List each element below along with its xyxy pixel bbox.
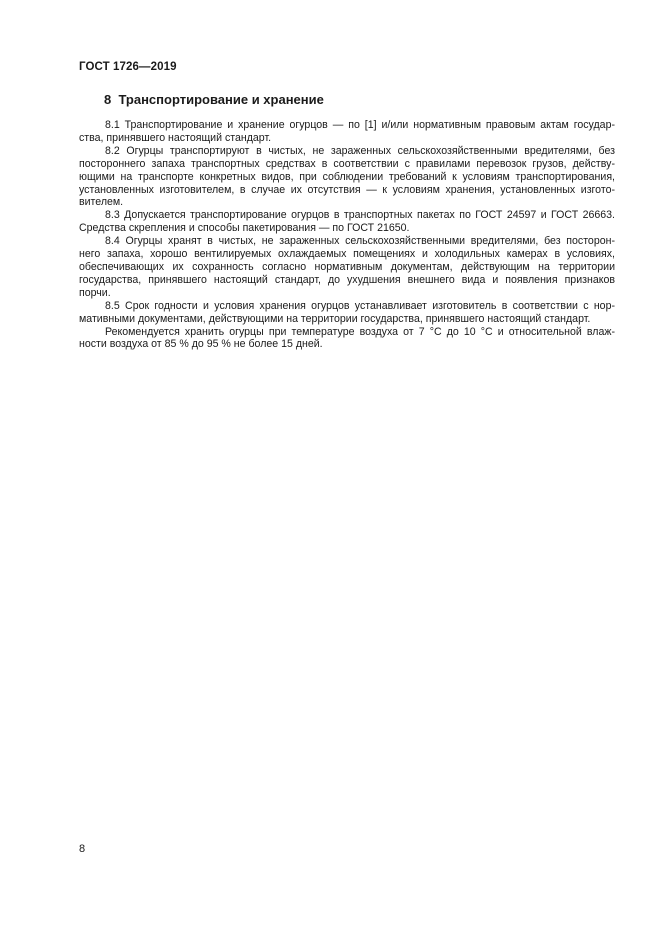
text-line: ства, принявшего настоящий стандарт. <box>79 131 272 144</box>
text-line: вителем. <box>79 196 124 209</box>
text-line: установленных изготовителем, в случае их отсутствия — к условиям хранения, установленных изгото- <box>79 183 615 196</box>
text-line: постороннего запаха транспортных средствах в соответствии с правилами перевозок грузов, действу- <box>79 157 615 170</box>
page-number: 8 <box>79 843 86 855</box>
section-body <box>79 119 615 351</box>
text-line: порчи. <box>79 286 111 299</box>
paragraph-8-1 <box>79 119 615 145</box>
text-line: 8.5 Срок годности и условия хранения огурцов устанавливает изготовитель в соответствии с нор- <box>105 299 615 312</box>
paragraph-8-3 <box>79 209 615 235</box>
text-line: ющими на транспорте конкретных видов, при соблюдении требований к условиям транспортирования, <box>79 170 615 183</box>
text-line: него запаха, хорошо вентилируемых охлаждаемых помещениях и холодильных камерах в условиях, <box>79 248 615 261</box>
text-line: Средства скрепления и способы пакетирования — по ГОСТ 21650. <box>79 222 410 235</box>
text-line: 8.4 Огурцы хранят в чистых, не зараженных сельскохозяйственными вредителями, без посторон- <box>105 235 615 248</box>
document-code: ГОСТ 1726—2019 <box>79 61 177 73</box>
text-line: ности воздуха от 85 % до 95 % не более 15 дней. <box>79 338 323 351</box>
text-line: 8.2 Огурцы транспортируют в чистых, не зараженных сельскохозяйственными вредителями, без <box>105 144 615 157</box>
paragraph-8-4 <box>79 235 615 300</box>
text-line: 8.3 Допускается транспортирование огурцов в транспортных пакетах по ГОСТ 24597 и ГОСТ 26663. <box>105 209 615 222</box>
section-title: 8 Транспортирование и хранение <box>104 92 324 107</box>
text-line: обеспечивающих их сохранность согласно нормативным документам, действующим на территории <box>79 260 615 273</box>
paragraph-8-5 <box>79 300 615 326</box>
text-line: 8.1 Транспортирование и хранение огурцов — по [1] и/или нормативным правовым актам государ- <box>105 119 615 131</box>
paragraph-recommendation <box>79 326 615 352</box>
text-line: мативными документами, действующими на территории государства, принявшего настоящий стандарт. <box>79 312 591 325</box>
paragraph-8-2 <box>79 145 615 210</box>
text-line: государства, принявшего настоящий стандарт, до ухудшения внешнего вида и появления признаков <box>79 273 615 286</box>
text-line: Рекомендуется хранить огурцы при температуре воздуха от 7 °С до 10 °С и относительной влаж- <box>105 325 615 338</box>
